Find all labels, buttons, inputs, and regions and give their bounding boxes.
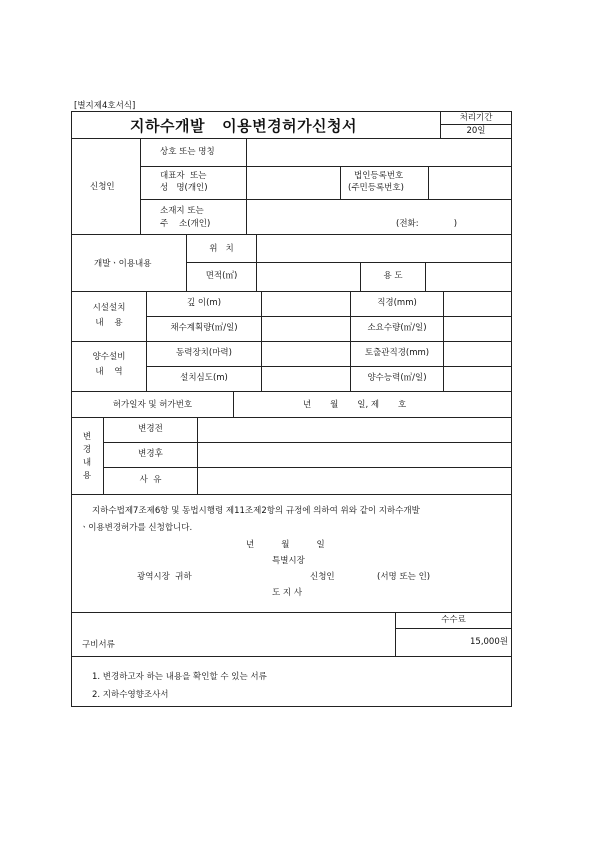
company-name-field[interactable] (247, 139, 511, 166)
change-section-char-1: 변 (82, 432, 92, 442)
corporate-reg-label: 법인등록번호 (354, 171, 404, 181)
after-change-label: 변경후 (138, 449, 163, 459)
frame-bottom (71, 706, 512, 707)
metro-city-mayor-label: 광역시장 귀하 (137, 572, 192, 582)
attachment-item-1: 1. 변경하고자 하는 내용을 확인할 수 있는 서류 (92, 672, 267, 682)
change-section-char-3: 내 (82, 458, 92, 468)
development-section-label: 개발ㆍ이용내용 (94, 259, 152, 269)
special-city-mayor-label: 특별시장 (272, 556, 305, 566)
applicant-section-label: 신청인 (90, 182, 115, 192)
declaration-line-1: 지하수법제7조제6항 및 동법시행령 제11조제2항의 규정에 의하여 위와 같이 지하수개발 (92, 506, 420, 516)
representative-label: 대표자 또는 (160, 171, 207, 181)
fee-label: 수수료 (441, 615, 466, 625)
reason-label: 사 유 (139, 475, 162, 485)
form-number-label: [별지제4호서식] (74, 101, 136, 111)
pumping-section-label: 양수설비 (92, 352, 126, 362)
extraction-plan-label: 채수계획량(㎥/일) (170, 323, 238, 333)
pumping-section-sub-label: 내 역 (95, 367, 123, 377)
address-label: 소재지 또는 (160, 206, 204, 216)
governor-label: 도 지 사 (272, 588, 303, 598)
signature-seal-label[interactable]: (서명 또는 인) (377, 572, 431, 582)
permit-date-label: 허가일자 및 허가번호 (112, 400, 193, 410)
change-section-char-2: 경 (82, 445, 92, 455)
location-field[interactable] (257, 235, 511, 262)
before-change-label: 변경전 (138, 424, 163, 434)
representative-field[interactable] (247, 167, 340, 199)
required-volume-field[interactable] (444, 317, 511, 341)
required-volume-label: 소요수량(㎥/일) (367, 323, 427, 333)
frame-top (71, 111, 512, 112)
change-section-char-4: 용 (82, 471, 92, 481)
declaration-line-2: ㆍ이용변경허가를 신청합니다. (80, 523, 193, 533)
after-change-field[interactable] (198, 443, 511, 467)
facility-section-label: 시설설치 (92, 303, 126, 313)
before-change-field[interactable] (198, 418, 511, 442)
installation-depth-label: 설치심도(m) (180, 373, 228, 383)
discharge-pipe-label: 토출관직경(mm) (364, 348, 430, 358)
facility-section-sub-label: 내 용 (95, 318, 123, 328)
area-field[interactable] (257, 263, 360, 291)
representative-name-label: 성 명(개인) (160, 183, 208, 193)
processing-period-value: 20일 (466, 126, 486, 136)
diameter-field[interactable] (444, 292, 511, 316)
depth-label: 깊 이(m) (186, 298, 222, 308)
location-label: 위 치 (209, 244, 234, 254)
processing-period-label: 처리기간 (459, 113, 493, 123)
diameter-label: 직경(mm) (377, 298, 417, 308)
use-label: 용 도 (383, 271, 403, 281)
phone-label: (전화: ) (396, 219, 458, 229)
power-unit-label: 동력장치(마력) (176, 348, 232, 358)
power-unit-field[interactable] (262, 342, 350, 366)
extraction-plan-field[interactable] (262, 317, 350, 341)
frame-right (511, 111, 512, 707)
company-name-label: 상호 또는 명칭 (160, 147, 215, 157)
fee-value: 15,000원 (470, 637, 508, 647)
registration-number-field[interactable] (429, 167, 511, 199)
address-field[interactable] (247, 200, 511, 234)
declaration-date[interactable]: 년 월 일 (246, 540, 325, 550)
attachment-item-2: 2. 지하수영향조사서 (92, 690, 169, 700)
pumping-capacity-field[interactable] (444, 367, 511, 391)
applicant-signature-label: 신청인 (310, 572, 335, 582)
depth-field[interactable] (262, 292, 350, 316)
permit-date-value[interactable]: 년 월 일, 제 호 (303, 400, 407, 410)
area-label: 면적(㎡) (205, 271, 238, 281)
form-title: 지하수개발 이용변경허가신청서 (130, 117, 358, 135)
discharge-pipe-field[interactable] (444, 342, 511, 366)
pumping-capacity-label: 양수능력(㎥/일) (367, 373, 427, 383)
installation-depth-field[interactable] (262, 367, 350, 391)
reason-field[interactable] (198, 468, 511, 494)
use-field[interactable] (426, 263, 511, 291)
address-personal-label: 주 소(개인) (160, 219, 211, 229)
resident-reg-label: (주민등록번호) (348, 183, 404, 193)
attachments-label: 구비서류 (82, 640, 115, 650)
